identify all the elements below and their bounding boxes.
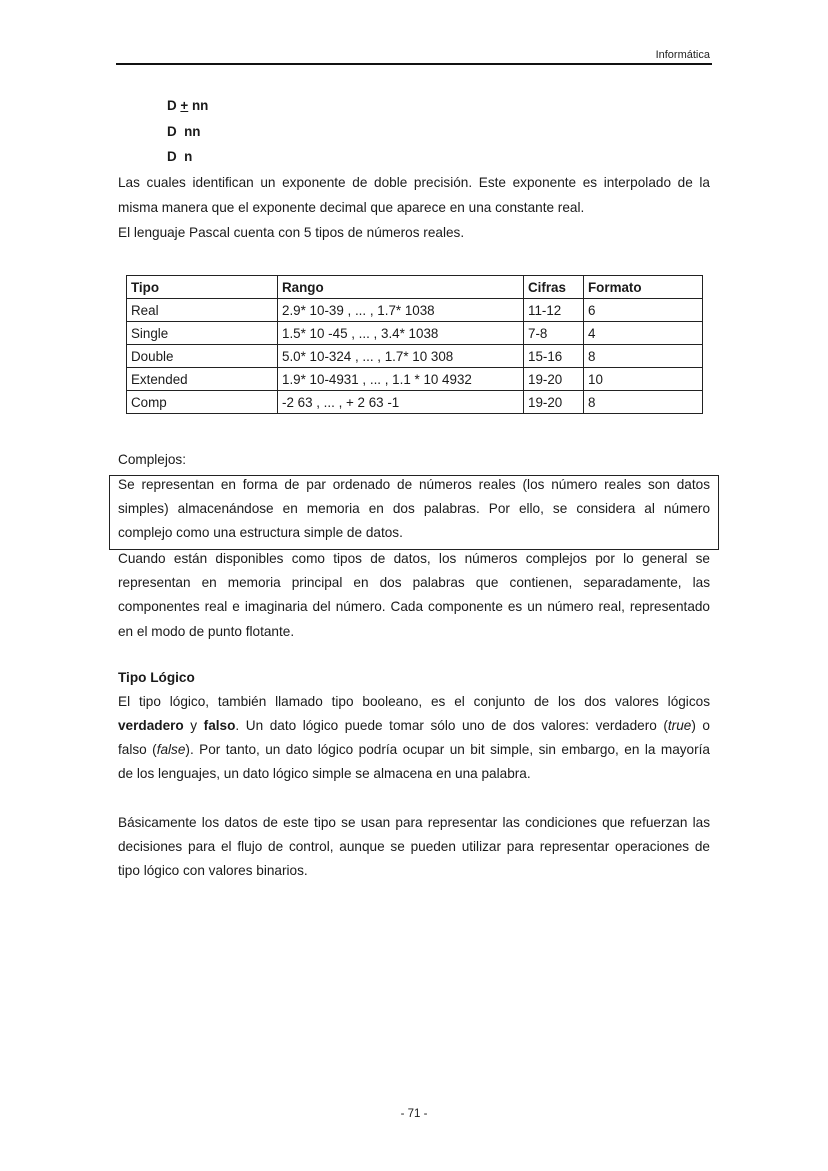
complejos-title: Complejos:: [118, 452, 186, 467]
table-cell: 8: [584, 391, 703, 414]
complejos-line: Cuando están disponibles como tipos de datos, los números complejos por lo general se: [118, 551, 710, 566]
text-run: ). Por tanto, un dato lógico podría ocupar un bit simple, sin embargo, en la mayoría: [185, 742, 710, 757]
exponent-form-d-n: D n: [167, 149, 193, 164]
text-run: y: [183, 718, 204, 733]
page-header-rule: [116, 63, 712, 65]
plus-minus-sign: +: [180, 98, 189, 113]
complejos-boxed-line: complejo como una estructura simple de datos.: [118, 525, 403, 540]
table-cell: 7-8: [524, 322, 584, 345]
table-cell: 2.9* 10-39 , ... , 1.7* 1038: [278, 299, 524, 322]
table-cell: 10: [584, 368, 703, 391]
complejos-line: representan en memoria principal en dos palabras que contienen, separadamente, las: [118, 575, 710, 590]
table-header-cell: Cifras: [524, 276, 584, 299]
table-cell: 19-20: [524, 368, 584, 391]
table-row: [127, 299, 703, 322]
table-cell: 8: [584, 345, 703, 368]
tipo-logico-heading: Tipo Lógico: [118, 670, 195, 685]
tipo-logico-line-1: El tipo lógico, también llamado tipo booleano, es el conjunto de los dos valores lógicos: [118, 694, 710, 709]
basicamente-line: Básicamente los datos de este tipo se usan para representar las condiciones que refuerzan las: [118, 815, 710, 830]
table-row: [127, 368, 703, 391]
table-cell: -2 63 , ... , + 2 63 -1: [278, 391, 524, 414]
true-term: true: [667, 718, 692, 733]
table-cell: Single: [127, 322, 278, 345]
table-cell: 5.0* 10-324 , ... , 1.7* 10 308: [278, 345, 524, 368]
intro-line-3: El lenguaje Pascal cuenta con 5 tipos de números reales.: [118, 225, 465, 240]
page-header-label: Informática: [655, 49, 710, 61]
complejos-line: componentes real e imaginaria del número. Cada componente es un número real, representado: [118, 599, 710, 614]
table-row: [127, 391, 703, 414]
tipo-logico-line-3: [118, 738, 710, 763]
table-cell: Extended: [127, 368, 278, 391]
exponent-prefix: D: [167, 98, 181, 113]
table-header-row: [127, 276, 703, 299]
text-run: ) o: [691, 718, 710, 733]
complejos-line: en el modo de punto flotante.: [118, 624, 295, 639]
falso-term: falso: [203, 718, 236, 733]
table-cell: 15-16: [524, 345, 584, 368]
table-header-cell: Formato: [584, 276, 703, 299]
table-cell: 19-20: [524, 391, 584, 414]
verdadero-term: verdadero: [118, 718, 184, 733]
complejos-boxed-line: simples) almacenándose en memoria en dos palabras. Por ello, se considera al número: [118, 501, 710, 516]
table-cell: 1.5* 10 -45 , ... , 3.4* 1038: [278, 322, 524, 345]
table-cell: 11-12: [524, 299, 584, 322]
text-run: falso (: [118, 742, 157, 757]
exponent-form-d-plus-minus-nn: [167, 98, 208, 113]
table-cell: Comp: [127, 391, 278, 414]
intro-line-1: Las cuales identifican un exponente de doble precisión. Este exponente es interpolado de la: [118, 175, 710, 190]
page-number: - 71 -: [400, 1108, 428, 1120]
false-term: false: [156, 742, 186, 757]
tipo-logico-line-4: de los lenguajes, un dato lógico simple se almacena en una palabra.: [118, 766, 531, 781]
table-cell: 1.9* 10-4931 , ... , 1.1 * 10 4932: [278, 368, 524, 391]
table-header-cell: Rango: [278, 276, 524, 299]
table-cell: Double: [127, 345, 278, 368]
table-cell: 6: [584, 299, 703, 322]
complejos-boxed-line: Se representan en forma de par ordenado de números reales (los número reales son datos: [118, 477, 710, 492]
table-cell: Real: [127, 299, 278, 322]
table-cell: 4: [584, 322, 703, 345]
real-types-table: [126, 275, 703, 414]
table-row: [127, 345, 703, 368]
table-header-cell: Tipo: [127, 276, 278, 299]
exponent-form-d-nn: D nn: [167, 124, 201, 139]
intro-line-2: misma manera que el exponente decimal que aparece en una constante real.: [118, 200, 585, 215]
tipo-logico-line-2: [118, 714, 710, 739]
basicamente-line: tipo lógico con valores binarios.: [118, 863, 308, 878]
text-run: . Un dato lógico puede tomar sólo uno de dos valores: verdadero (: [235, 718, 668, 733]
table-row: [127, 322, 703, 345]
basicamente-line: decisiones para el flujo de control, aunque se pueden utilizar para representar operaciones de: [118, 839, 710, 854]
exponent-suffix: nn: [188, 98, 209, 113]
